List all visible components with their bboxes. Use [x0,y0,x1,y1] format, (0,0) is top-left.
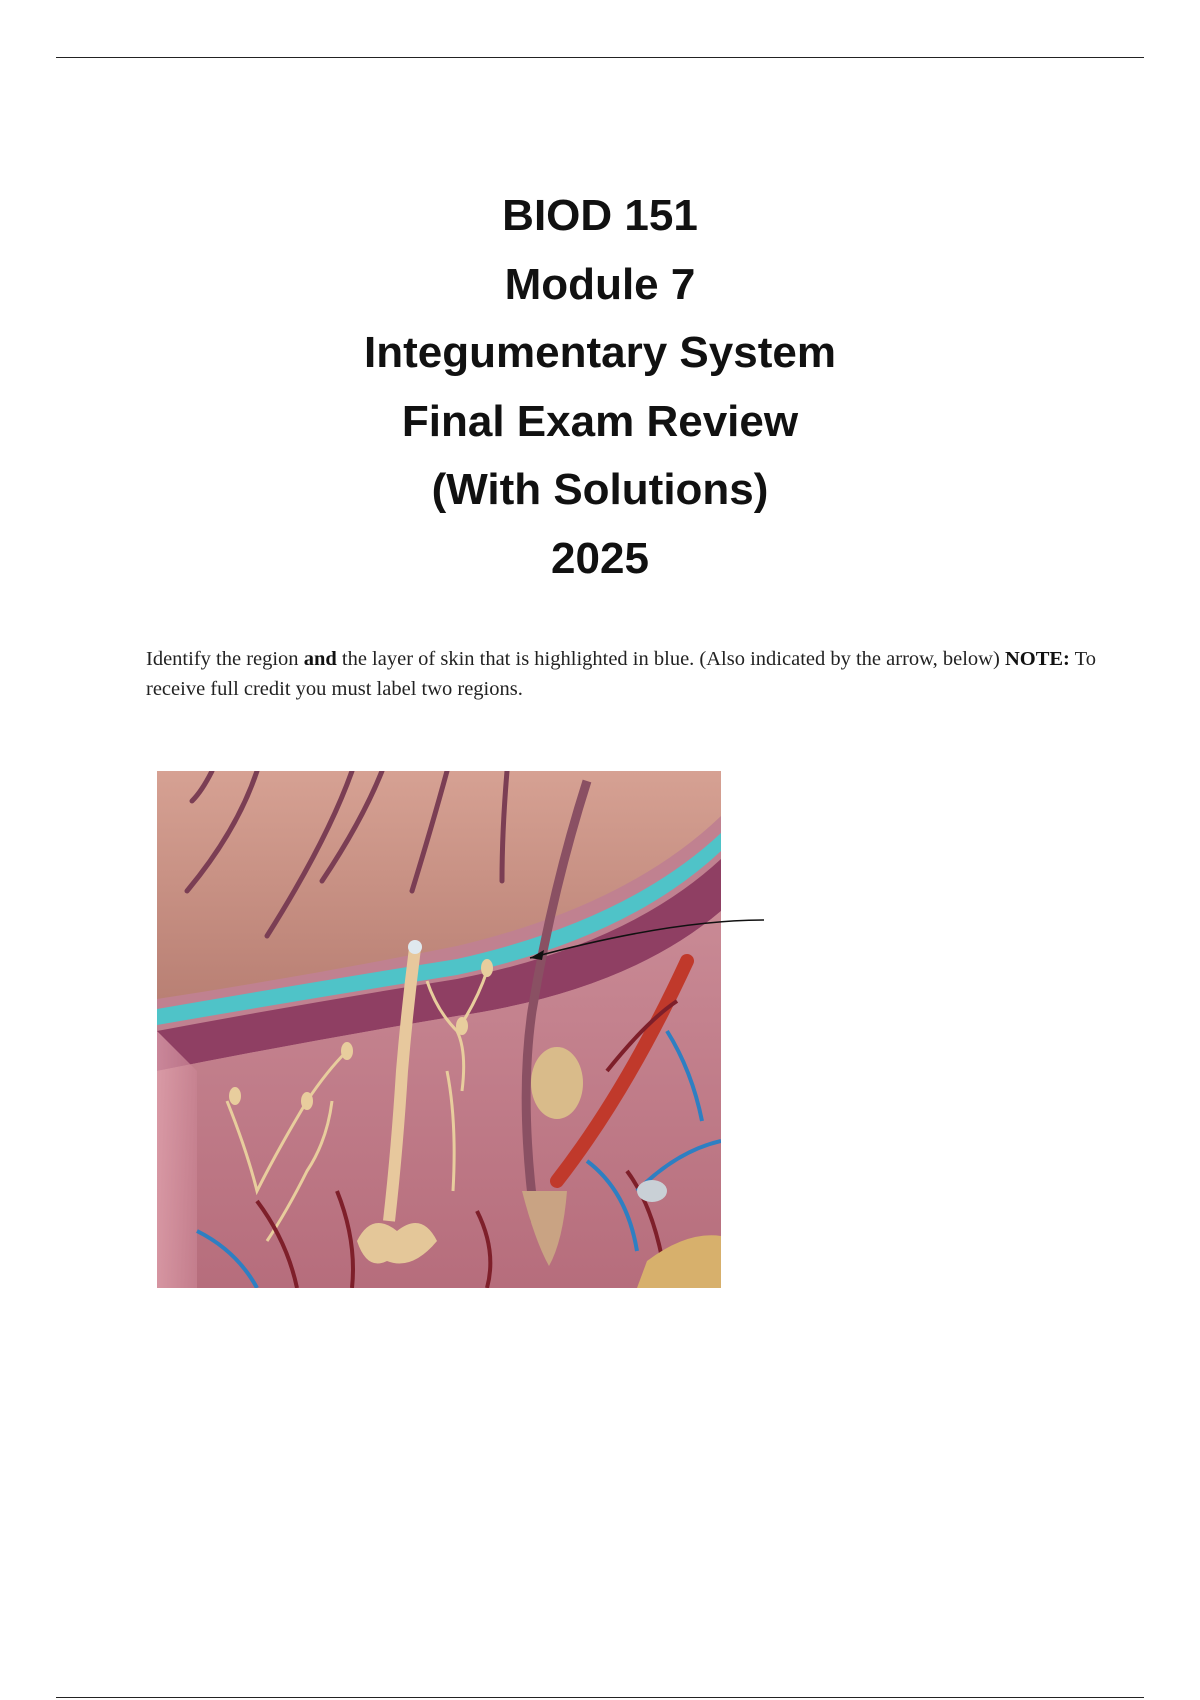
question-part-3: To receive full credit you must label two regions. [146,648,1096,700]
title-line-type: Final Exam Review [401,396,799,446]
question-bold-note: NOTE: [1004,648,1070,670]
question-part-2: the layer of skin that is highlighted in blue. (Also indicated by the arrow, below) [336,648,1005,670]
document-title [0,182,1200,593]
top-rule [56,57,1144,58]
question-text [146,644,1106,704]
question-part-1: Identify the region [146,648,304,670]
title-line-topic: Integumentary System [364,328,836,377]
title-line-year: 2025 [551,533,649,583]
title-line-course: BIOD 151 [502,191,698,240]
pointer-arrow [520,900,780,980]
title-line-note: (With Solutions) [431,465,769,514]
title-line-module: Module 7 [504,259,696,309]
skin-diagram-image [157,771,721,1288]
question-bold-and: and [303,648,337,670]
bottom-rule [56,1697,1144,1698]
